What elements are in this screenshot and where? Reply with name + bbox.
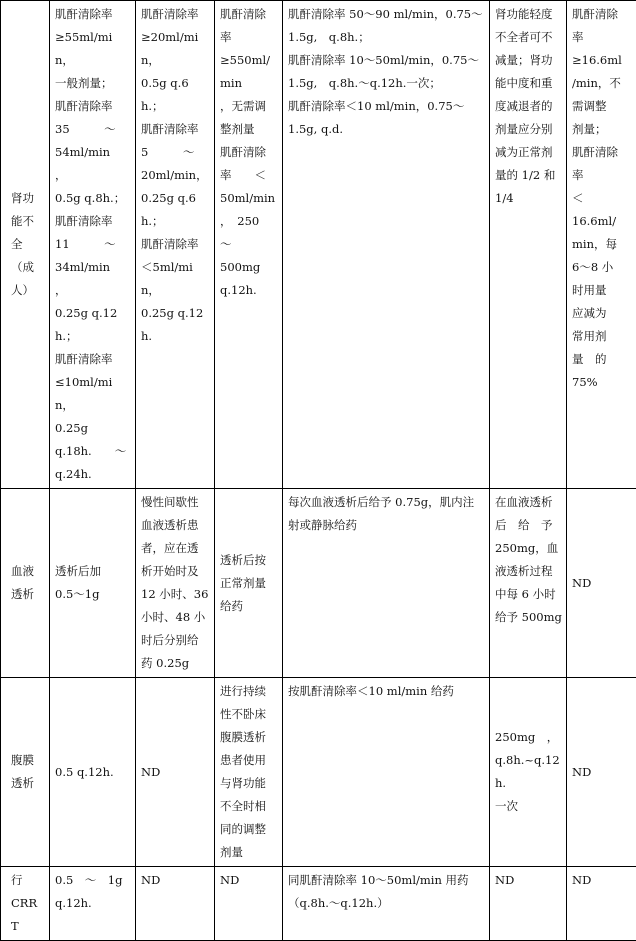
cell-line: 时后分别给 bbox=[141, 629, 210, 652]
cell-drug-4 bbox=[283, 1, 490, 489]
cell-drug-2 bbox=[136, 678, 215, 867]
cell-line: 全（成 bbox=[11, 233, 41, 279]
cell-line: 性不卧床 bbox=[220, 703, 278, 726]
cell-drug-5 bbox=[490, 678, 567, 867]
cell-line: 整剂量 bbox=[220, 118, 278, 141]
cell-line: 0.5 q.12h. bbox=[55, 761, 131, 784]
cell-line: 0.25g q.6h.； bbox=[141, 187, 210, 233]
cell-line: 同的调整 bbox=[220, 818, 278, 841]
cell-line: 500mg bbox=[220, 256, 278, 279]
cell-drug-3 bbox=[215, 678, 283, 867]
cell-line: 5 ～ bbox=[141, 141, 210, 164]
cell-line: 1.5g, q.8h.； bbox=[288, 26, 485, 49]
cell-line: 0.5g q.6h.； bbox=[141, 72, 210, 118]
cell-line: 腹膜透析 bbox=[220, 726, 278, 749]
cell-line: ≥16.6ml bbox=[572, 49, 632, 72]
cell-line: 肌酐清除率 bbox=[55, 3, 131, 26]
cell-drug-2 bbox=[136, 489, 215, 678]
cell-drug-4 bbox=[283, 678, 490, 867]
cell-line: 人） bbox=[11, 279, 41, 302]
cell-line: 肌酐清除率 bbox=[55, 210, 131, 233]
cell-line: 慢性间歇性 bbox=[141, 491, 210, 514]
row-label bbox=[1, 678, 50, 867]
cell-line: 不全者可不 bbox=[495, 26, 562, 49]
cell-line: 中每 6 小时 bbox=[495, 583, 562, 606]
cell-line: 进行持续 bbox=[220, 680, 278, 703]
cell-line: ND bbox=[572, 869, 632, 892]
cell-line: ＜ bbox=[572, 187, 632, 210]
cell-drug-2 bbox=[136, 867, 215, 941]
cell-drug-6 bbox=[567, 489, 636, 678]
cell-line: 按肌酐清除率＜10 ml/min 给药 bbox=[288, 680, 485, 703]
row-label bbox=[1, 1, 50, 489]
cell-line: 50ml/min bbox=[220, 187, 278, 210]
row-hemodialysis bbox=[1, 489, 636, 678]
cell-line: ≥55ml/min， bbox=[55, 26, 131, 72]
cell-line: 能不 bbox=[11, 210, 41, 233]
cell-line: 每次血液透析后给予 0.75g，肌内注 bbox=[288, 491, 485, 514]
cell-line: 时用量 bbox=[572, 279, 632, 302]
cell-line: 54ml/min ， bbox=[55, 141, 131, 187]
cell-drug-4 bbox=[283, 867, 490, 941]
cell-line: 肌酐清除率＜10 ml/min，0.75～ bbox=[288, 95, 485, 118]
cell-line: 射或静脉给药 bbox=[288, 514, 485, 537]
cell-line: ＜5ml/min， bbox=[141, 256, 210, 302]
cell-drug-1 bbox=[50, 867, 136, 941]
cell-line: 肌酐清除率 bbox=[141, 233, 210, 256]
cell-drug-1 bbox=[50, 1, 136, 489]
cell-line: 0.25g q.12h.； bbox=[55, 302, 131, 348]
row-peritoneal-dialysis bbox=[1, 678, 636, 867]
cell-drug-6 bbox=[567, 678, 636, 867]
cell-line: 应减为 bbox=[572, 302, 632, 325]
cell-line: ND bbox=[572, 572, 632, 595]
cell-line: 给予 500mg bbox=[495, 606, 562, 629]
cell-line: （q.8h.～q.12h.） bbox=[288, 892, 485, 915]
cell-line: 0.5g q.8h.； bbox=[55, 187, 131, 210]
cell-line: 75% bbox=[572, 371, 632, 394]
cell-line: 0.25g q.12h. bbox=[141, 302, 210, 348]
cell-line: 腹膜 bbox=[11, 749, 41, 772]
cell-line: 液透析过程 bbox=[495, 560, 562, 583]
row-label bbox=[1, 867, 50, 941]
cell-drug-5 bbox=[490, 489, 567, 678]
cell-line: 率 bbox=[572, 26, 632, 49]
cell-line: 肌酐清除 bbox=[220, 3, 278, 26]
cell-line: 不全时相 bbox=[220, 795, 278, 818]
cell-drug-6 bbox=[567, 1, 636, 489]
cell-line: 肌酐清除率 bbox=[141, 3, 210, 26]
cell-line: 能中度和重 bbox=[495, 72, 562, 95]
cell-line: 34ml/min ， bbox=[55, 256, 131, 302]
cell-line: 同肌酐清除率 10～50ml/min 用药 bbox=[288, 869, 485, 892]
cell-line: min，每 bbox=[572, 233, 632, 256]
cell-line: ND bbox=[141, 869, 210, 892]
cell-line: 肌酐清除率 bbox=[55, 348, 131, 371]
cell-line: 给药 bbox=[220, 595, 278, 618]
cell-line: 率 bbox=[572, 164, 632, 187]
cell-drug-2 bbox=[136, 1, 215, 489]
cell-line: 透析 bbox=[11, 583, 41, 606]
cell-line: 35 ～ bbox=[55, 118, 131, 141]
cell-line: 正常剂量 bbox=[220, 572, 278, 595]
cell-line: CRR bbox=[11, 892, 41, 915]
cell-line: 1/4 bbox=[495, 187, 562, 210]
cell-line: q.8h.~q.12h. bbox=[495, 749, 562, 795]
cell-line: ND bbox=[572, 761, 632, 784]
cell-line: 率 ＜ bbox=[220, 164, 278, 187]
cell-line: 肌酐清除率 50～90 ml/min，0.75～ bbox=[288, 3, 485, 26]
cell-line: 析开始时及 bbox=[141, 560, 210, 583]
cell-line: 一般剂量； bbox=[55, 72, 131, 95]
cell-line: q.12h. bbox=[220, 279, 278, 302]
cell-line: 肾功能轻度 bbox=[495, 3, 562, 26]
cell-line: 小时、48 小 bbox=[141, 606, 210, 629]
cell-line: 血液 bbox=[11, 560, 41, 583]
cell-line: 剂量应分别 bbox=[495, 118, 562, 141]
cell-line: 11 ～ bbox=[55, 233, 131, 256]
cell-line: 患者使用 bbox=[220, 749, 278, 772]
cell-line: 需调整 bbox=[572, 95, 632, 118]
cell-line: T bbox=[11, 915, 41, 938]
cell-line: 12 小时、36 bbox=[141, 583, 210, 606]
cell-line: q.12h. bbox=[55, 892, 131, 915]
cell-line: ，无需调 bbox=[220, 95, 278, 118]
cell-line: 剂量 bbox=[220, 841, 278, 864]
row-crrt bbox=[1, 867, 636, 941]
cell-drug-5 bbox=[490, 867, 567, 941]
cell-line: 250mg ， bbox=[495, 726, 562, 749]
row-renal-insufficiency bbox=[1, 1, 636, 489]
cell-line: ND bbox=[495, 869, 562, 892]
cell-line: 0.25g bbox=[55, 417, 131, 440]
cell-line: 肌酐清除 bbox=[572, 3, 632, 26]
cell-line: 者，应在透 bbox=[141, 537, 210, 560]
cell-line: 250mg，血 bbox=[495, 537, 562, 560]
cell-line: 20ml/min， bbox=[141, 164, 210, 187]
cell-line: 肌酐清除 bbox=[572, 141, 632, 164]
cell-line: 1.5g, q.8h.～q.12h.一次； bbox=[288, 72, 485, 95]
cell-line: 在血液透析 bbox=[495, 491, 562, 514]
cell-drug-3 bbox=[215, 1, 283, 489]
cell-line: ND bbox=[141, 761, 210, 784]
cell-line: 肌酐清除率 bbox=[55, 95, 131, 118]
cell-line: 一次 bbox=[495, 795, 562, 818]
cell-drug-3 bbox=[215, 867, 283, 941]
cell-line: 6～8 小 bbox=[572, 256, 632, 279]
cell-line: 减量；肾功 bbox=[495, 49, 562, 72]
cell-line: 1.5g, q.d. bbox=[288, 118, 485, 141]
cell-line: ND bbox=[220, 869, 278, 892]
cell-line: 行 bbox=[11, 869, 41, 892]
cell-drug-1 bbox=[50, 678, 136, 867]
cell-line: 减为正常剂 bbox=[495, 141, 562, 164]
cell-line: 率 bbox=[220, 26, 278, 49]
cell-line: ≥550ml/min bbox=[220, 49, 278, 95]
cell-line: 0.5 ～ 1g bbox=[55, 869, 131, 892]
cell-line: 血液透析患 bbox=[141, 514, 210, 537]
cell-drug-3 bbox=[215, 489, 283, 678]
cell-line: ≥20ml/min， bbox=[141, 26, 210, 72]
cell-line: 常用剂 bbox=[572, 325, 632, 348]
cell-drug-5 bbox=[490, 1, 567, 489]
cell-line: 量的 1/2 和 bbox=[495, 164, 562, 187]
cell-line: 透析后按 bbox=[220, 549, 278, 572]
cell-drug-4 bbox=[283, 489, 490, 678]
cell-drug-6 bbox=[567, 867, 636, 941]
cell-line: ， 250 ～ bbox=[220, 210, 278, 256]
cell-line: 量 的 bbox=[572, 348, 632, 371]
cell-line: q.24h. bbox=[55, 463, 131, 486]
cell-line: /min，不 bbox=[572, 72, 632, 95]
cell-line: 肾功 bbox=[11, 187, 41, 210]
cell-line: q.18h. ～ bbox=[55, 440, 131, 463]
cell-line: 16.6ml/ bbox=[572, 210, 632, 233]
cell-line: ≤10ml/min， bbox=[55, 371, 131, 417]
cell-line: 药 0.25g bbox=[141, 652, 210, 675]
cell-line: 透析 bbox=[11, 772, 41, 795]
cell-line: 0.5～1g bbox=[55, 583, 131, 606]
cell-line: 与肾功能 bbox=[220, 772, 278, 795]
cell-drug-1 bbox=[50, 489, 136, 678]
row-label bbox=[1, 489, 50, 678]
cell-line: 度减退者的 bbox=[495, 95, 562, 118]
cell-line: 肌酐清除 bbox=[220, 141, 278, 164]
cell-line: 肌酐清除率 10～50ml/min，0.75～ bbox=[288, 49, 485, 72]
cell-line: 透析后加 bbox=[55, 560, 131, 583]
cell-line: 肌酐清除率 bbox=[141, 118, 210, 141]
cell-line: 后 给 予 bbox=[495, 514, 562, 537]
cell-line: 剂量； bbox=[572, 118, 632, 141]
